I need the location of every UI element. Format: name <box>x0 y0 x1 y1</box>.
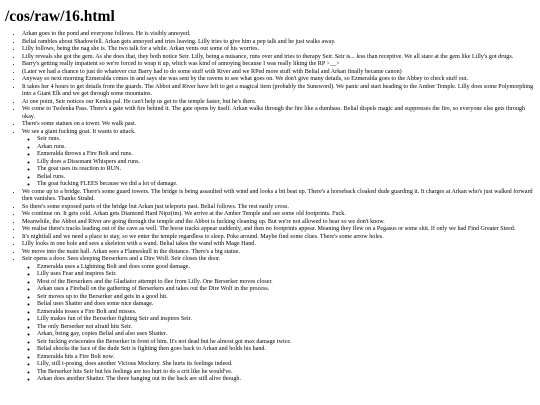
list-item-text: We see a giant fucking goat. It wants to attack. <box>22 128 136 135</box>
list-item-text: Lilly reveals she got the gem. As she does that, they both notice Seir. Lilly, being a nuisance, runs over and tries to therapy Seir. Seir is... less than receptive. We all stare at the gem like Lilly's got drugs. <box>22 53 514 60</box>
sub-list-item: ◦ The goat fucking FLEES because we did a lot of damage. <box>37 181 535 189</box>
sub-list-item: ◦ Lilly uses Fear and inspires Seir. <box>37 271 535 279</box>
list-item <box>22 39 535 47</box>
list-item-text: Barry's getting really impatient so we're forced to wrap it up, which was kind of annoying because I was really liking the RP >__> <box>22 61 340 67</box>
list-item <box>22 219 535 227</box>
list-item <box>22 61 535 69</box>
sub-list-item: ◦ Belial shocks the face of the dude Seir is fighting then goes back to Arkan and holds his hand. <box>37 346 535 354</box>
list-item <box>22 204 535 212</box>
sub-list-item: ◦ Seir runs. <box>37 136 535 144</box>
sub-list <box>22 136 535 189</box>
list-item-text: Seir opens a door. Sees sleeping Berserkers and a Dire Wolf. Seir closes the door. <box>22 256 221 262</box>
sub-list-item: ◦ Seir moves up to the Berserker and gets in a good hit. <box>37 294 535 302</box>
sub-list-item: ◦ Arkan does another Shatter. The three hanging out in the back are still alive though. <box>37 376 535 384</box>
list-item-text: We come up to a bridge. There's some guard towers. The bridge is being assaulted with wind and looks a bit beat up. There's a horseback cloaked dude guarding it. It charges at Arkan who's just walked forward then vanishes. Thanks Strahd. <box>22 188 533 202</box>
list-item <box>22 129 535 189</box>
sub-list-item: ◦ Arkan uses a Fireball on the gathering of Berserkers and takes out the Dire Wolf in the process. <box>37 286 535 294</box>
list-item-text: Lilly looks in one hole and sees a skeleton with a wand. Belial takes the wand with Mage Hand. <box>22 241 256 247</box>
list-item <box>22 99 535 107</box>
sub-list-item: ◦ Arkan, being gay, copies Belial and also uses Shatter. <box>37 331 535 339</box>
sub-list-item: ◦ Ezmeralda tosses a Fire Bolt and misses. <box>37 309 535 317</box>
list-item-text: So there's some exposed parts of the bridge but Arkan just teleports past. Belial follows. The rest easily cross. <box>22 203 289 210</box>
list-item <box>22 31 535 39</box>
list-item <box>22 249 535 257</box>
list-item <box>22 121 535 129</box>
list-item-text: It's nightfall and we need a place to stay, so we enter the temple regardless to sleep. Poke around. Maybe find some clues. There's some arrow holes. <box>22 233 384 240</box>
sub-list-item: ◦ Ezmeralda uses a Lightning Bolt and does some good damage. <box>37 264 535 272</box>
page-title: /cos/raw/16.html <box>5 8 115 25</box>
list-item-text: Meanwhile, the Abbot and River are going through the temple and the Abbot is fucking cleaning up. But we're not allowed to hear so we don't know. <box>22 218 385 225</box>
list-item <box>22 189 535 204</box>
list-item <box>22 69 535 77</box>
list-item <box>22 226 535 234</box>
list-item-text: (Later we had a chance to just do whatever cuz Barry had to do some stuff with River and we RPed more stuff with Belial and Arkan finally became canon) <box>22 68 402 75</box>
sub-list-item: ◦ Belial uses Shatter and does some nice damage. <box>37 301 535 309</box>
sub-list-item: ◦ Ezmeralda throws a Fire Bolt and runs. <box>37 151 535 159</box>
sub-list <box>22 264 535 384</box>
list-item <box>22 46 535 54</box>
list-item <box>22 211 535 219</box>
list-item-text: Anyway so next morning Ezmeralda comes in and says she was sent by the ravens to see what goes on. We don't give many details, so Ezmeralda goes to the Abbey to check stuff out. <box>22 76 468 82</box>
list-item-text: At one point, Seir notices our Kenku pal. He can't help us get to the temple faster, but he's there. <box>22 98 257 105</box>
list-item-text: We continue on. It gets cold. Arkan gets Diamond Hard Nipz(tm). We arrive at the Amber Temple and see some old footprints. Fuck. <box>22 211 346 217</box>
list-item-text: Arkan goes to the pond and everyone follows. He is visibly annoyed. <box>22 31 191 37</box>
sub-list-item: ◦ Lilly does a Dissonant Whispers and runs. <box>37 159 535 167</box>
list-item-text: There's some statues on a tower. We walk past. <box>22 121 137 127</box>
list-item-text: We come to Tsolenka Pass. There's a gate with fire behind it. The gate opens by itself. Arkan walks through the fire like a dumbass. Belial dispels magic and suppresses the fire, so everyone else gets through okay. <box>22 106 525 120</box>
list-item-text: It takes her 4 hours to get details from the guards. The Abbot and River have left to get a magical item (probably the Sunsword). We panic and start heading to the Amber Temple. Lilly does some Polymorphing into a Giant Elk and we get through some mountains. <box>22 83 534 97</box>
list-item-text: Lilly follows, being the nag she is. The two talk for a while. Arkan vents out some of his worries. <box>22 46 259 52</box>
list-item-text: We move into the main hall. Arkan sees a Flameskull in the distance. There's a big statue. <box>22 248 240 255</box>
sub-list-item: ◦ The goat uses its reaction to RUN. <box>37 166 535 174</box>
sub-list-item: ◦ The only Berserker not afraid hits Seir. <box>37 324 535 332</box>
list-item-text: Belial rambles about Shadowfell. Arkan gets annoyed and tries leaving. Lilly tries to give him a pep talk and he just walks away. <box>22 38 336 45</box>
list-item <box>22 76 535 84</box>
sub-list-item: ◦ Lilly, still t-posing, does another Vicious Mockery. She hurts its feelings indeed. <box>37 361 535 369</box>
list-item <box>22 241 535 249</box>
list-item <box>22 54 535 62</box>
list-item <box>22 106 535 121</box>
sub-list-item: ◦ Belial runs. <box>37 174 535 182</box>
sub-list-item: ◦ The Berserker hits Seir but his feelings are too hurt to do a crit like he would've. <box>37 369 535 377</box>
sub-list-item: ◦ Arkan runs. <box>37 144 535 152</box>
sub-list-item: ◦ Most of the Berserkers and the Gladiator attempt to flee from Lilly. One Berserker moves closer. <box>37 279 535 287</box>
list-item-text: We realise there's tracks leading out of the cave as well. The horse tracks appear suddenly, and then no footprints appear. Meaning they flew on a Pegasus or some shit. If only we had Find Greater Steed. <box>22 226 516 232</box>
list-item <box>22 84 535 99</box>
sub-list-item: ◦ Lilly makes fun of the Berserker fighting Seir and inspires Seir. <box>37 316 535 324</box>
sub-list-item: ◦ Seir fucking eviscerates the Berserker in front of him. It's not dead but he almost got max damage twice. <box>37 339 535 347</box>
sub-list-item: ◦ Ezmeralda hits a Fire Bolt now. <box>37 354 535 362</box>
list-item <box>22 256 535 384</box>
list-item <box>22 234 535 242</box>
session-log-list <box>5 31 535 384</box>
